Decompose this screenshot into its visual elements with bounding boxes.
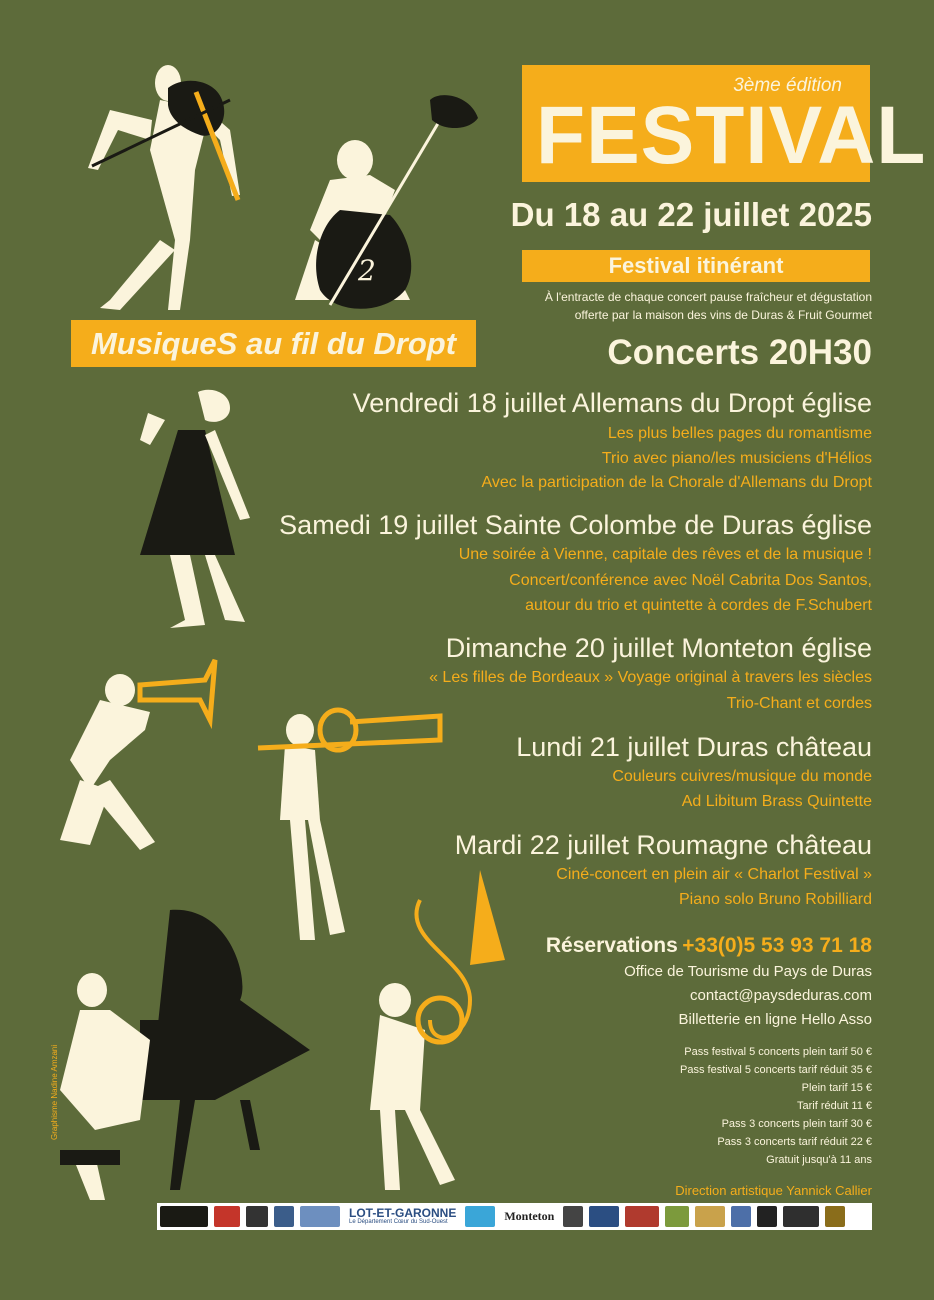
sponsor-logo: [731, 1206, 751, 1227]
artistic-direction: Direction artistique Yannick Callier: [675, 1183, 872, 1198]
lot-et-garonne-logo: [349, 1207, 456, 1226]
edition-label: 3ème édition: [733, 75, 842, 96]
sponsor-logo: [757, 1206, 777, 1227]
event-line: Couleurs cuivres/musique du monde: [612, 768, 872, 785]
intermission-note-1: À l'entracte de chaque concert pause fraîcheur et dégustation: [544, 290, 872, 304]
price-line: Gratuit jusqu'à 11 ans: [766, 1154, 872, 1166]
duras-logo: [274, 1206, 294, 1227]
festival-word: FESTIVAL: [536, 90, 927, 181]
lot-et-garonne-subtitle: Le Département Cœur du Sud-Ouest: [349, 1219, 448, 1225]
price-line: Pass festival 5 concerts tarif réduit 35 €: [680, 1064, 872, 1076]
event-title: Vendredi 18 juillet Allemans du Dropt église: [352, 388, 872, 418]
pianist-figure: [60, 910, 310, 1200]
event-title: Mardi 22 juillet Roumagne château: [454, 830, 872, 860]
intermission-note-2: offerte par la maison des vins de Duras & Fruit Gourmet: [574, 308, 872, 322]
itinerant-banner: Festival itinérant: [522, 250, 870, 282]
lot-et-garonne-name: LOT-ET-GARONNE: [349, 1206, 457, 1220]
sponsor-logos-strip: [157, 1203, 872, 1230]
cellist-figure: [295, 95, 478, 309]
festival-title-box: [522, 65, 927, 182]
event-line: Trio avec piano/les musiciens d'Hélios: [601, 450, 872, 467]
event-title: Dimanche 20 juillet Monteton église: [445, 633, 872, 663]
sponsor-logo: [825, 1206, 845, 1227]
singer-figure: [140, 390, 250, 628]
tourism-office: Office de Tourisme du Pays de Duras: [624, 963, 872, 980]
event-line: Avec la participation de la Chorale d'Allemans du Dropt: [481, 474, 872, 491]
event-line: Ad Libitum Brass Quintette: [681, 793, 872, 810]
event-title: Samedi 19 juillet Sainte Colombe de Duras église: [279, 510, 872, 540]
sponsor-logo: [589, 1206, 619, 1227]
price-line: Pass festival 5 concerts plein tarif 50 €: [684, 1046, 872, 1058]
sponsor-logo: [625, 1206, 659, 1227]
price-line: Tarif réduit 11 €: [796, 1100, 872, 1112]
event-line: autour du trio et quintette à cordes de F.Schubert: [525, 597, 872, 614]
trumpeter-figure: [60, 660, 215, 850]
concerts-time: Concerts 20H30: [607, 333, 872, 372]
price-line: Plein tarif 15 €: [801, 1082, 872, 1094]
reservations-line: [546, 934, 872, 958]
sponsor-logo: [465, 1206, 495, 1227]
event-line: Les plus belles pages du romantisme: [607, 425, 872, 442]
event-title: Lundi 21 juillet Duras château: [516, 732, 872, 762]
trombonist-figure: [258, 710, 440, 940]
sponsor-logo: [214, 1206, 240, 1227]
sponsor-logo: [300, 1206, 340, 1227]
svg-text:2: 2: [358, 254, 376, 287]
contact-email[interactable]: contact@paysdeduras.com: [690, 987, 872, 1004]
festival-dates: Du 18 au 22 juillet 2025: [510, 196, 872, 233]
event-line: Une soirée à Vienne, capitale des rêves et de la musique !: [458, 546, 872, 563]
event-line: Piano solo Bruno Robilliard: [679, 891, 872, 908]
reservations-phone[interactable]: +33(0)5 53 93 71 18: [682, 934, 872, 957]
sponsor-logo: [665, 1206, 689, 1227]
price-line: Pass 3 concerts plein tarif 30 €: [721, 1118, 872, 1130]
violinist-figure: [88, 65, 240, 310]
monteton-logo: Monteton: [504, 1209, 555, 1223]
tuba-figure: [370, 870, 505, 1190]
sponsor-logo: [783, 1206, 819, 1227]
online-ticketing: Billetterie en ligne Hello Asso: [678, 1011, 872, 1028]
sponsor-logo: [246, 1206, 268, 1227]
festival-name-banner: MusiqueS au fil du Dropt: [71, 320, 476, 367]
price-line: Pass 3 concerts tarif réduit 22 €: [717, 1136, 872, 1148]
designer-credit: Graphisme Nadine Amzani: [50, 1044, 59, 1140]
event-line: Concert/conférence avec Noël Cabrita Dos Santos,: [509, 572, 872, 589]
reservations-label: Réservations: [545, 934, 678, 957]
association-logo: [160, 1206, 208, 1227]
event-line: « Les filles de Bordeaux » Voyage original à travers les siècles: [429, 669, 872, 686]
event-line: Trio-Chant et cordes: [726, 695, 872, 712]
sponsor-logo: [695, 1206, 725, 1227]
sponsor-logo: [563, 1206, 583, 1227]
event-line: Ciné-concert en plein air « Charlot Festival »: [556, 866, 872, 883]
